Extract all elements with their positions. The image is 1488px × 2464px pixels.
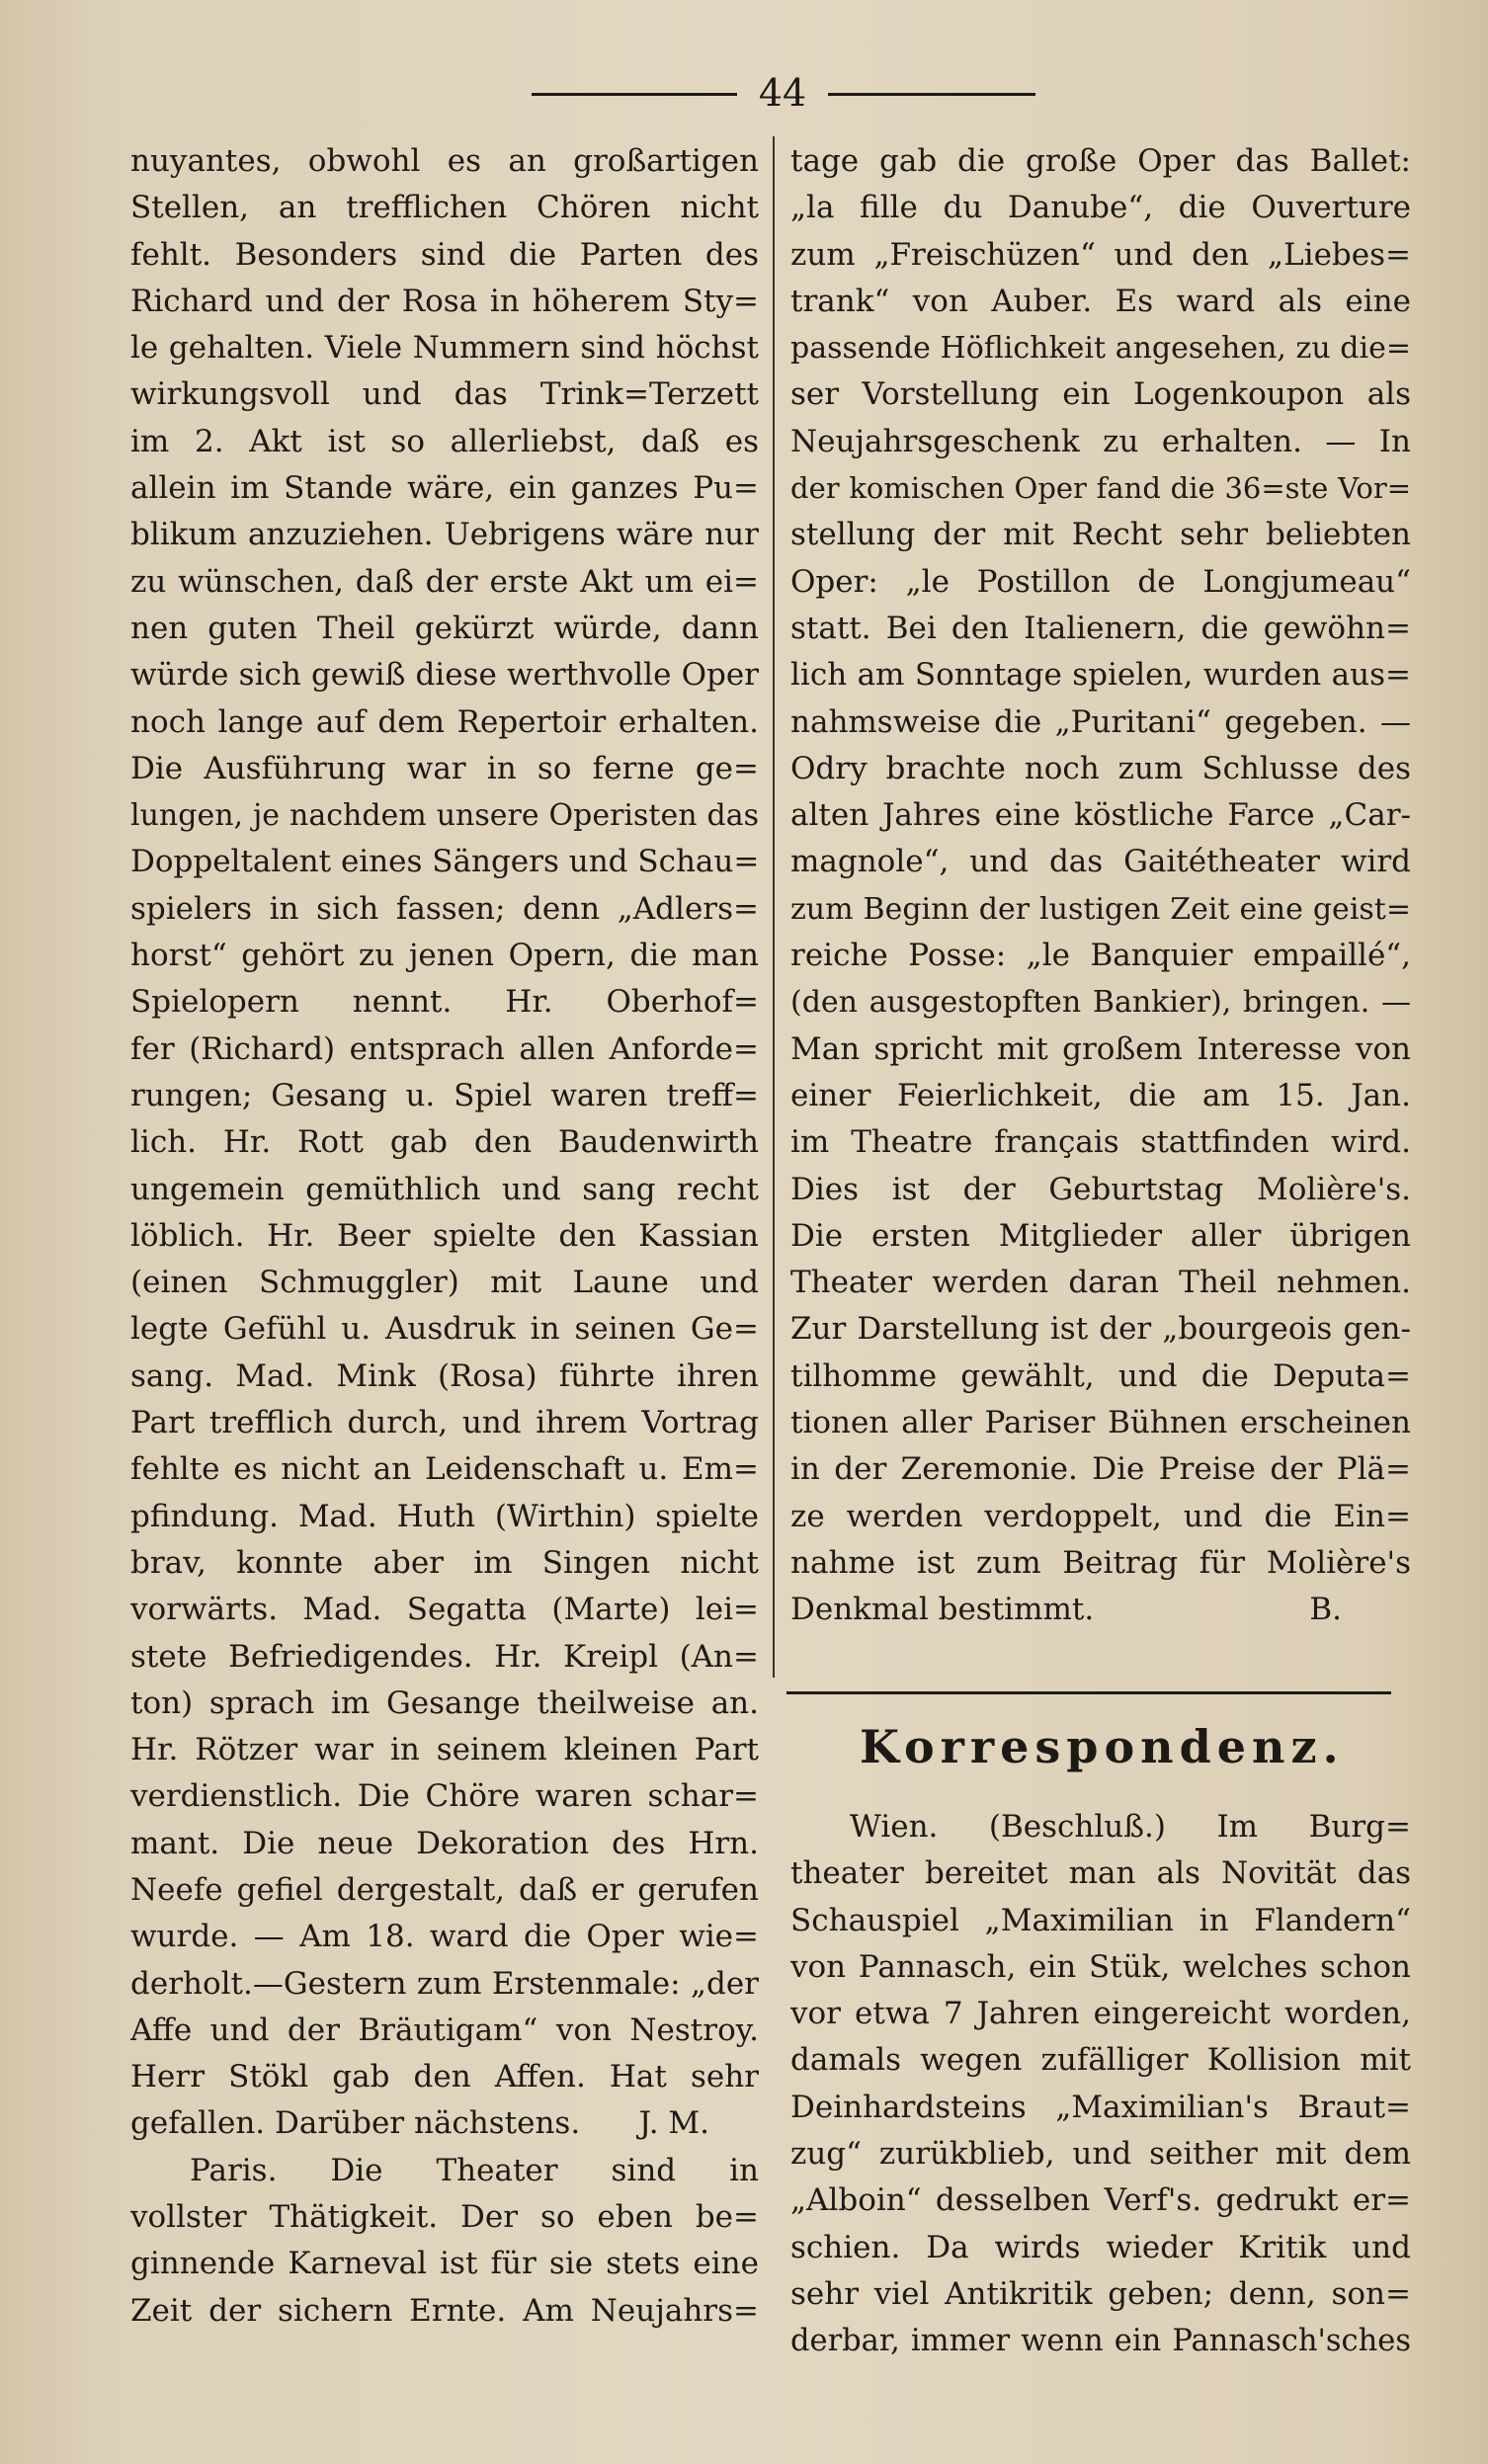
text-line: sang. Mad. Mink (Rosa) führte ihren (130, 1357, 759, 1394)
text-line: derholt.—Gestern zum Erstenmale: „der (130, 1965, 759, 2002)
text-line: stete Befriedigendes. Hr. Kreipl (An= (130, 1638, 759, 1675)
header-rule-right (828, 93, 1035, 96)
page-number: 44 (758, 71, 807, 115)
text-line: brav, konnte aber im Singen nicht (130, 1544, 759, 1581)
paris-dateline: Paris. Die Theater sind in (190, 2152, 759, 2188)
text-line: fehlte es nicht an Leidenschaft u. Em= (130, 1451, 759, 1488)
text-line: wurde. — Am 18. ward die Oper wie= (130, 1919, 759, 1955)
text-line: nahme ist zum Beitrag für Molière's (790, 1544, 1411, 1581)
text-line: reiche Posse: „le Banquier empaillé“, (790, 938, 1411, 974)
text-line: spielers in sich fassen; denn „Adlers= (130, 890, 759, 927)
correspondence-column (790, 1804, 1411, 2365)
text-line: mant. Die neue Dekoration des Hrn. (130, 1825, 759, 1861)
text-line: sehr viel Antikritik geben; denn, son= (790, 2275, 1411, 2312)
text-line: magnole“, und das Gaitétheater wird (790, 844, 1411, 880)
section-rule (786, 1691, 1391, 1694)
author-signature: B. (1309, 1592, 1342, 1628)
text-line: Theater werden daran Theil nehmen. (790, 1265, 1411, 1301)
text-line: vorwärts. Mad. Segatta (Marte) lei= (130, 1592, 759, 1628)
column-divider (773, 136, 775, 1678)
text-line: zum „Freischüzen“ und den „Liebes= (790, 236, 1411, 273)
text-line: Odry brachte noch zum Schlusse des (790, 750, 1411, 786)
text-line: le gehalten. Viele Nummern sind höchst (130, 330, 759, 367)
text-line: Spielopern nennt. Hr. Oberhof= (130, 984, 759, 1021)
text-line: schien. Da wirds wieder Kritik und (790, 2229, 1411, 2265)
text-line: stellung der mit Recht sehr beliebten (790, 517, 1411, 553)
text-line: im Theatre français stattfinden wird. (790, 1124, 1411, 1161)
text-line: Denkmal bestimmt. (790, 1592, 1095, 1628)
text-line: theater bereitet man als Novität das (790, 1855, 1411, 1892)
text-line: lungen, je nachdem unsere Operisten das (130, 798, 759, 834)
text-line: Die ersten Mitglieder aller übrigen (790, 1217, 1411, 1254)
text-line: legte Gefühl u. Ausdruk in seinen Ge= (130, 1311, 759, 1348)
text-line: nen guten Theil gekürzt würde, dann (130, 610, 759, 646)
text-line: Oper: „le Postillon de Longjumeau“ (790, 563, 1411, 600)
text-line: Herr Stökl gab den Affen. Hat sehr (130, 2059, 759, 2095)
text-line: zu wünschen, daß der erste Akt um ei= (130, 563, 759, 600)
text-line: ton) sprach im Gesange theilweise an. (130, 1684, 759, 1721)
text-line: noch lange auf dem Repertoir erhalten. (130, 703, 759, 740)
vienna-dateline: Wien. (Beschluß.) Im Burg= (850, 1809, 1411, 1845)
text-line: Part trefflich durch, und ihrem Vortrag (130, 1405, 759, 1441)
text-line: ser Vorstellung ein Logenkoupon als (790, 376, 1411, 413)
text-line: alten Jahres eine köstliche Farce „Car- (790, 797, 1411, 834)
text-line: Man spricht mit großem Interesse von (790, 1030, 1411, 1067)
section-heading: Korrespondenz. (860, 1720, 1345, 1773)
text-line: nahmsweise die „Puritani“ gegeben. — (790, 703, 1411, 740)
text-line: horst“ gehört zu jenen Opern, die man (130, 938, 759, 974)
text-line: derbar, immer wenn ein Pannasch'sches (790, 2324, 1411, 2359)
text-line: ungemein gemüthlich und sang recht (130, 1171, 759, 1207)
text-line: gefallen. Darüber nächstens. (130, 2105, 581, 2142)
text-line: verdienstlich. Die Chöre waren schar= (130, 1778, 759, 1815)
text-line: tilhomme gewählt, und die Deputa= (790, 1357, 1411, 1394)
text-line: Deinhardsteins „Maximilian's Braut= (790, 2089, 1411, 2125)
right-column (790, 138, 1411, 1634)
text-line: lich. Hr. Rott gab den Baudenwirth (130, 1124, 759, 1161)
text-line: tage gab die große Oper das Ballet: (790, 143, 1411, 179)
text-line: Doppeltalent eines Sängers und Schau= (130, 844, 759, 880)
text-line: rungen; Gesang u. Spiel waren treff= (130, 1077, 759, 1113)
text-line: würde sich gewiß diese werthvolle Oper (130, 657, 759, 694)
text-line: fehlt. Besonders sind die Parten des (130, 236, 759, 273)
text-line: zug“ zurükblieb, und seither mit dem (790, 2136, 1411, 2173)
signed-line (790, 1587, 1411, 1633)
text-line: „la fille du Danube“, die Ouverture (790, 190, 1411, 226)
text-line: der komischen Oper fand die 36=ste Vor= (790, 471, 1411, 506)
text-line: ginnende Karneval ist für sie stets eine (130, 2246, 759, 2282)
text-line: Neujahrsgeschenk zu erhalten. — In (790, 423, 1411, 459)
text-line: Richard und der Rosa in höherem Sty= (130, 283, 759, 319)
text-line: nuyantes, obwohl es an großartigen (130, 143, 759, 179)
signed-line (130, 2100, 759, 2147)
text-line: passende Höflichkeit angesehen, zu die= (790, 331, 1411, 367)
text-line: Stellen, an trefflichen Chören nicht (130, 190, 759, 226)
left-column (130, 138, 759, 2335)
text-line: ze werden verdoppelt, und die Ein= (790, 1498, 1411, 1534)
text-line: wirkungsvoll und das Trink=Terzett (130, 376, 759, 413)
text-line: Affe und der Bräutigam“ von Nestroy. (130, 2012, 759, 2048)
text-line: Dies ist der Geburtstag Molière's. (790, 1171, 1411, 1207)
text-line: trank“ von Auber. Es ward als eine (790, 283, 1411, 319)
text-line: löblich. Hr. Beer spielte den Kassian (130, 1217, 759, 1254)
text-line: statt. Bei den Italienern, die gewöhn= (790, 610, 1411, 646)
text-line: Die Ausführung war in so ferne ge= (130, 750, 759, 786)
text-line: blikum anzuziehen. Uebrigens wäre nur (130, 517, 759, 553)
text-line: Neefe gefiel dergestalt, daß er gerufen (130, 1871, 759, 1908)
text-line: von Pannasch, ein Stük, welches schon (790, 1948, 1411, 1985)
text-line: „Alboin“ desselben Verf's. gedrukt er= (790, 2182, 1411, 2219)
text-line: Schauspiel „Maximilian in Flandern“ (790, 1902, 1411, 1938)
text-line: im 2. Akt ist so allerliebst, daß es (130, 423, 759, 459)
header-rule-left (532, 93, 737, 96)
author-signature: J. M. (638, 2105, 709, 2142)
text-line: vor etwa 7 Jahren eingereicht worden, (790, 1996, 1411, 2032)
text-line: damals wegen zufälliger Kollision mit (790, 2042, 1411, 2079)
text-line: einer Feierlichkeit, die am 15. Jan. (790, 1077, 1411, 1113)
text-line: Zeit der sichern Ernte. Am Neujahrs= (130, 2292, 759, 2329)
text-line: vollster Thätigkeit. Der so eben be= (130, 2199, 759, 2236)
page-header (0, 69, 1488, 117)
text-line: tionen aller Pariser Bühnen erscheinen (790, 1405, 1411, 1441)
text-line: zum Beginn der lustigen Zeit eine geist= (790, 891, 1411, 927)
text-line: lich am Sonntage spielen, wurden aus= (790, 657, 1411, 694)
text-line: allein im Stande wäre, ein ganzes Pu= (130, 470, 759, 507)
text-line: pfindung. Mad. Huth (Wirthin) spielte (130, 1498, 759, 1534)
text-line: (den ausgestopften Bankier), bringen. — (790, 985, 1411, 1021)
text-line: in der Zeremonie. Die Preise der Plä= (790, 1451, 1411, 1488)
text-line: Hr. Rötzer war in seinem kleinen Part (130, 1732, 759, 1768)
text-line: (einen Schmuggler) mit Laune und (130, 1265, 759, 1301)
text-line: fer (Richard) entsprach allen Anforde= (130, 1030, 759, 1067)
text-line: Zur Darstellung ist der „bourgeois gen- (790, 1311, 1411, 1348)
